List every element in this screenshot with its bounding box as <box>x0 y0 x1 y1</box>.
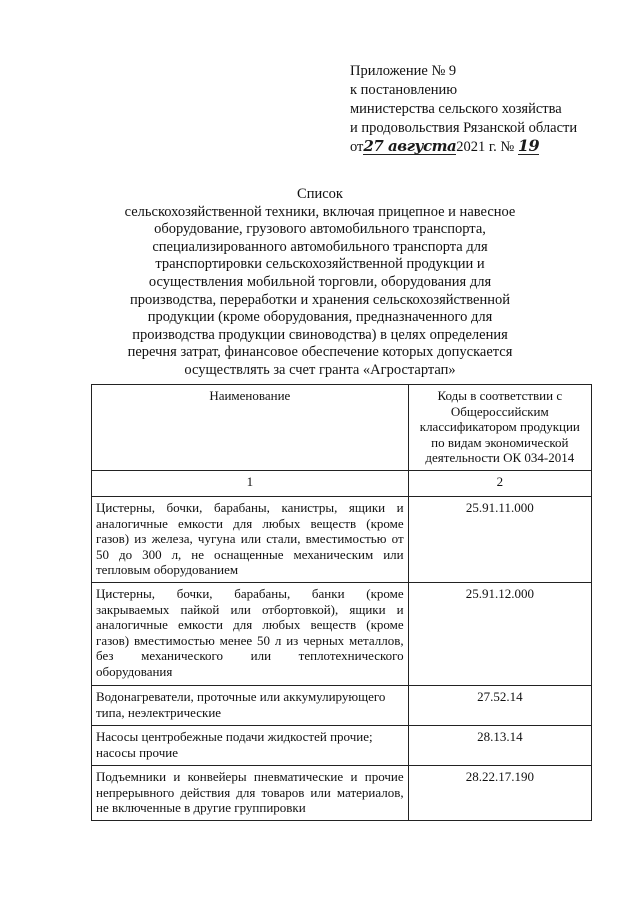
column-number: 1 <box>92 470 409 496</box>
table-row <box>92 496 592 582</box>
table-header-row <box>92 385 592 471</box>
title-line: производства продукции свиноводства) в целях определения <box>132 326 508 343</box>
row-code: 28.22.17.190 <box>408 765 591 820</box>
row-name: Подъемники и конвейеры пневматические и прочие непрерывного действия для товаров или материалов, не включенные в другие группировки <box>92 765 409 820</box>
title-line: продукции (кроме оборудования, предназначенного для <box>147 309 493 326</box>
date-prefix: от <box>350 139 364 155</box>
column-numbers-row <box>92 470 592 496</box>
row-code: 28.13.14 <box>408 725 591 765</box>
date-year: 2021 г. № <box>456 139 515 155</box>
title-line: производства, переработки и хранения сельскохозяйственной <box>129 291 511 308</box>
appendix-line: министерства сельского хозяйства <box>350 101 562 117</box>
title-line: сельскохозяйственной техники, включая прицепное и навесное <box>124 203 516 220</box>
title-heading: Список <box>297 186 343 202</box>
title-line: транспортировки сельскохозяйственной продукции и <box>155 256 485 273</box>
header-code: Коды в соответствии с Общероссийским классификатором продукции по видам экономической деятельности ОК 034-2014 <box>408 385 591 471</box>
appendix-line: к постановлению <box>350 82 458 98</box>
title-line: осуществления мобильной торговли, оборудования для <box>148 273 492 290</box>
handwritten-date: 27 августа <box>363 137 457 155</box>
title-line: оборудование, грузового автомобильного транспорта, <box>154 221 486 238</box>
column-number: 2 <box>408 470 591 496</box>
row-name: Цистерны, бочки, барабаны, канистры, ящики и аналогичные емкости для любых веществ (кроме газов) из железа, чугуна или стали, вместимостью от 50 до 300 л, не оснащенные механическим или тепловым оборудованием <box>92 496 409 582</box>
appendix-title: Приложение № 9 <box>350 63 457 79</box>
title-line: осуществлять за счет гранта «Агростартап» <box>184 361 456 378</box>
table-row <box>92 685 592 725</box>
table-row <box>92 765 592 820</box>
title-line: перечня затрат, финансовое обеспечение которых допускается <box>127 344 513 361</box>
table-row <box>92 725 592 765</box>
row-name: Водонагреватели, проточные или аккумулирующего типа, неэлектрические <box>92 685 409 725</box>
header-name: Наименование <box>92 385 409 471</box>
appendix-line: и продовольствия Рязанской области <box>350 120 578 136</box>
appendix-date-line <box>350 138 620 157</box>
codes-table <box>91 384 592 821</box>
row-name: Цистерны, бочки, барабаны, банки (кроме закрываемых пайкой или отбортовкой), ящики и аналогичные емкости для любых веществ (кроме газов) вместимостью менее 50 л из черных металлов, без механического или теплотехнического оборудования <box>92 582 409 685</box>
appendix-header <box>350 62 620 157</box>
row-code: 25.91.11.000 <box>408 496 591 582</box>
table-row <box>92 582 592 685</box>
document-title <box>120 186 520 380</box>
row-code: 27.52.14 <box>408 685 591 725</box>
handwritten-number: 19 <box>517 136 540 155</box>
row-name: Насосы центробежные подачи жидкостей прочие; насосы прочие <box>92 725 409 765</box>
row-code: 25.91.12.000 <box>408 582 591 685</box>
title-line: специализированного автомобильного транспорта для <box>152 238 488 255</box>
